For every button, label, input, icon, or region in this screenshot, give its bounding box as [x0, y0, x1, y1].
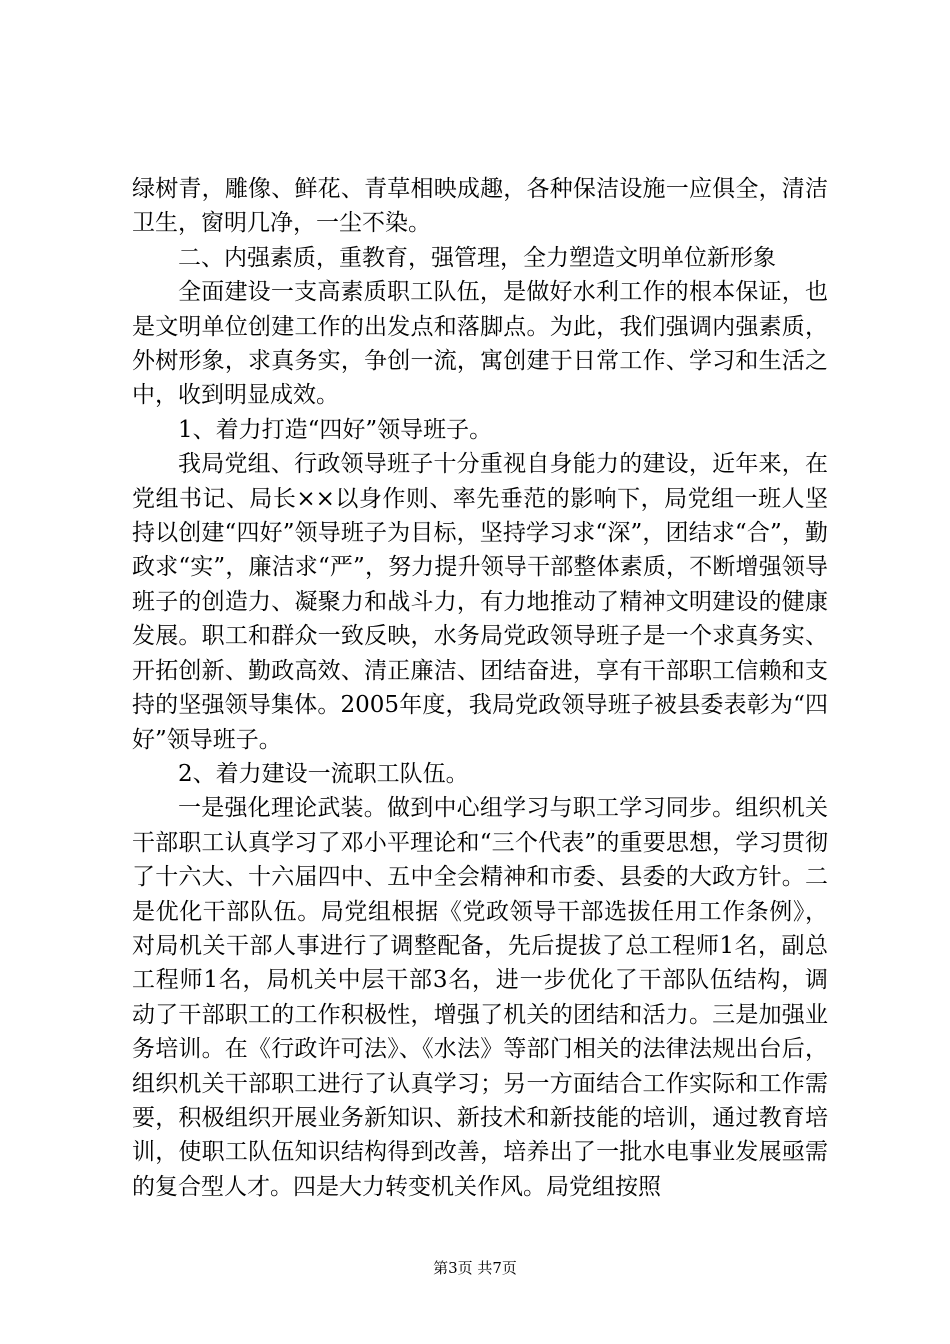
- subheading-2: 2、着力建设一流职工队伍。: [178, 760, 469, 787]
- paragraph-7: 一是强化理论武装。做到中心组学习与职工学习同步。组织机关干部职工认真学习了邓小平理论和“三个代表”的重要思想，学习贯彻了十六大、十六届四中、五中全会精神和市委、县委的大政方针。二是优化干部队伍。局党组根据《党政领导干部选拔任用工作条例》，对局机关干部人事进行了调整配备，先后提拔了总工程师1名，副总工程师1名，局机关中层干部3名，进一步优化了干部队伍结构，调动了干部职工的工作积极性，增强了机关的团结和活力。三是加强业务培训。在《行政许可法》、《水法》等部门相关的法律法规出台后，组织机关干部职工进行了认真学习；另一方面结合工作实际和工作需要，积极组织开展业务新知识、新技术和新技能的培训，通过教育培训，使职工队伍知识结构得到改善，培养出了一批水电事业发展亟需的复合型人才。四是大力转变机关作风。局党组按照: [132, 795, 828, 1200]
- body-text: [132, 172, 828, 1204]
- page-footer: 第3页 共7页: [433, 1259, 517, 1277]
- section-heading-2: 二、内强素质，重教育，强管理，全力塑造文明单位新形象: [178, 244, 776, 271]
- subheading-1: 1、着力打造“四好”领导班子。: [178, 416, 493, 443]
- paragraph-1: 绿树青，雕像、鲜花、青草相映成趣，各种保洁设施一应俱全，清洁卫生，窗明几净，一尘不染。: [132, 176, 828, 237]
- paragraph-3: 全面建设一支高素质职工队伍，是做好水利工作的根本保证，也是文明单位创建工作的出发点和落脚点。为此，我们强调内强素质，外树形象，求真务实，争创一流，寓创建于日常工作、学习和生活之中，收到明显成效。: [132, 279, 828, 409]
- paragraph-5: 我局党组、行政领导班子十分重视自身能力的建设，近年来，在党组书记、局长××以身作则、率先垂范的影响下，局党组一班人坚持以创建“四好”领导班子为目标，坚持学习求“深”，团结求“合”，勤政求“实”，廉洁求“严”，努力提升领导干部整体素质，不断增强领导班子的创造力、凝聚力和战斗力，有力地推动了精神文明建设的健康发展。职工和群众一致反映，水务局党政领导班子是一个求真务实、开拓创新、勤政高效、清正廉洁、团结奋进，享有干部职工信赖和支持的坚强领导集体。2005年度，我局党政领导班子被县委表彰为“四好”领导班子。: [132, 451, 828, 753]
